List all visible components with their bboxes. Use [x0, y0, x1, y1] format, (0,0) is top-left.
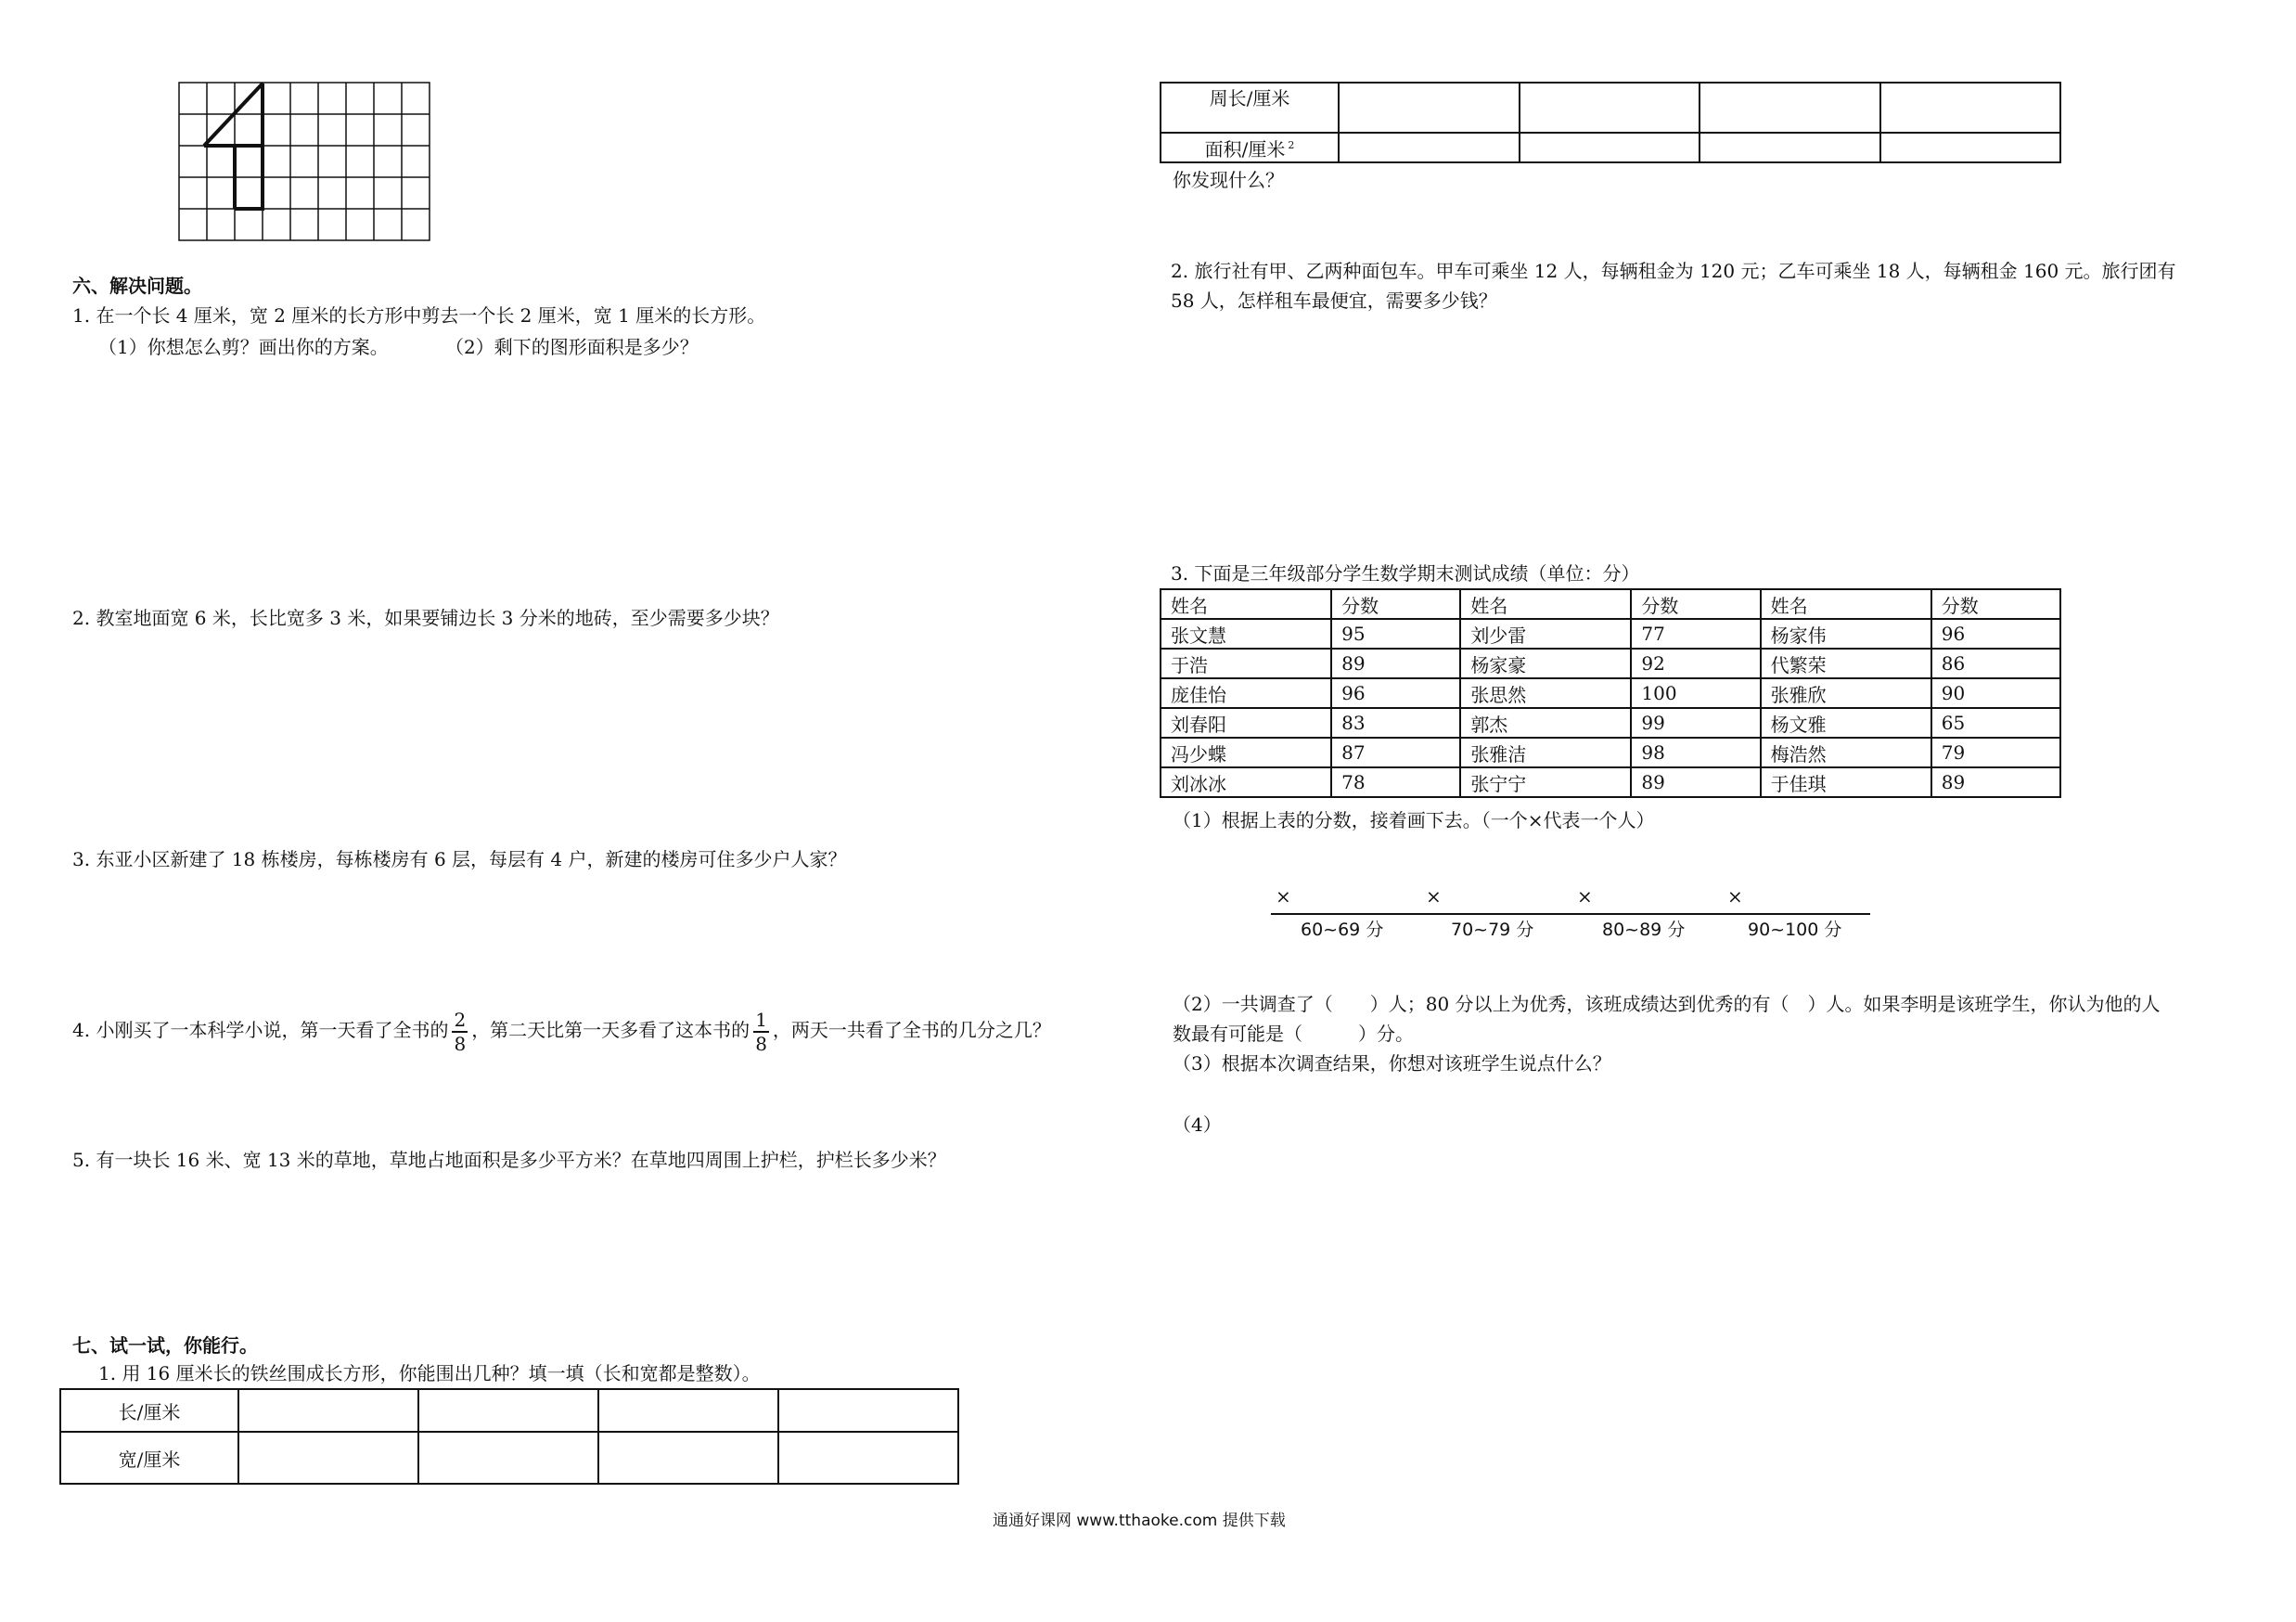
student-name: 张文慧: [1161, 619, 1331, 649]
student-name: 张雅洁: [1460, 738, 1631, 767]
answer-cell[interactable]: [1700, 133, 1880, 162]
student-score: 96: [1931, 619, 2060, 649]
answer-cell[interactable]: [1339, 133, 1520, 162]
student-name: 郭杰: [1460, 708, 1631, 738]
score-table: [1160, 588, 2061, 798]
student-name: 庞佳怡: [1161, 678, 1331, 708]
perimeter-area-table: [1160, 82, 2061, 163]
header-cell: 姓名: [1761, 589, 1931, 619]
r-q3-title: 3. 下面是三年级部分学生数学期末测试成绩（单位：分）: [1171, 562, 1640, 585]
fraction-one-eighth: $\frac{1}{8}$: [755, 1008, 767, 1055]
q2-text: 2. 教室地面宽 6 米，长比宽多 3 米，如果要铺边长 3 分米的地砖，至少需要多少块？: [72, 607, 779, 629]
rectangle-size-table: [59, 1388, 959, 1485]
q1-sub2: （2）剩下的图形面积是多少？: [445, 336, 699, 358]
answer-cell[interactable]: [238, 1432, 418, 1484]
grid-drawing: [178, 82, 430, 241]
student-score: 100: [1631, 678, 1760, 708]
section6-title: 六、解决问题。: [72, 275, 202, 297]
section7-title: 七、试一试，你能行。: [72, 1334, 258, 1357]
r-q3-sub2-line1: （2）一共调查了（ ）人；80 分以上为优秀，该班成绩达到优秀的有（ ）人。如果李明是该班学生，你认为他的人: [1173, 993, 2161, 1015]
tally-mark-3: ×: [1577, 885, 1593, 908]
student-score: 77: [1631, 619, 1760, 649]
answer-cell[interactable]: [598, 1389, 778, 1432]
table-row: [1161, 767, 2060, 797]
row-label-perimeter: 周长/厘米: [1161, 83, 1339, 133]
student-name: 代繁荣: [1761, 649, 1931, 678]
student-score: 83: [1331, 708, 1460, 738]
tally-baseline: [1271, 913, 1870, 915]
row-label-width: 宽/厘米: [60, 1432, 238, 1484]
answer-cell[interactable]: [598, 1432, 778, 1484]
discover-text: 你发现什么？: [1173, 169, 1284, 191]
table-row: [1161, 678, 2060, 708]
q1-text: 1. 在一个长 4 厘米，宽 2 厘米的长方形中剪去一个长 2 厘米，宽 1 厘米的长方形。: [72, 304, 766, 327]
student-score: 96: [1331, 678, 1460, 708]
r-q3-sub1: （1）根据上表的分数，接着画下去。（一个×代表一个人）: [1173, 809, 1655, 831]
table-row: [60, 1389, 958, 1432]
student-name: 刘冰冰: [1161, 767, 1331, 797]
table-row: [1161, 619, 2060, 649]
student-score: 89: [1631, 767, 1760, 797]
header-cell: 姓名: [1460, 589, 1631, 619]
row-label-length: 长/厘米: [60, 1389, 238, 1432]
tally-mark-1: ×: [1276, 885, 1291, 908]
answer-cell[interactable]: [418, 1389, 598, 1432]
tally-mark-4: ×: [1727, 885, 1743, 908]
student-name: 刘春阳: [1161, 708, 1331, 738]
r-q3-sub3: （3）根据本次调查结果，你想对该班学生说点什么？: [1173, 1052, 1611, 1075]
student-score: 99: [1631, 708, 1760, 738]
student-score: 86: [1931, 649, 2060, 678]
answer-cell[interactable]: [1700, 83, 1880, 133]
student-score: 90: [1931, 678, 2060, 708]
answer-cell[interactable]: [1520, 83, 1700, 133]
student-name: 张思然: [1460, 678, 1631, 708]
student-score: 92: [1631, 649, 1760, 678]
student-score: 78: [1331, 767, 1460, 797]
range-label: 80~89 分: [1602, 920, 1686, 940]
header-cell: 分数: [1331, 589, 1460, 619]
header-cell: 姓名: [1161, 589, 1331, 619]
q3-text: 3. 东亚小区新建了 18 栋楼房，每栋楼房有 6 层，每层有 4 户，新建的楼房可住多少户人家？: [72, 848, 847, 870]
r-q3-sub4: （4）: [1173, 1114, 1222, 1136]
student-score: 87: [1331, 738, 1460, 767]
student-score: 65: [1931, 708, 2060, 738]
q1-sub1: （1）你想怎么剪？画出你的方案。: [98, 336, 389, 358]
answer-cell[interactable]: [778, 1432, 958, 1484]
student-name: 于佳琪: [1761, 767, 1931, 797]
student-name: 杨文雅: [1761, 708, 1931, 738]
student-name: 杨家伟: [1761, 619, 1931, 649]
student-score: 89: [1331, 649, 1460, 678]
s7-q1-text: 1. 用 16 厘米长的铁丝围成长方形，你能围出几种？填一填（长和宽都是整数）。: [98, 1362, 761, 1384]
fraction-two-eighths: $\frac{2}{8}$: [454, 1008, 467, 1055]
student-score: 95: [1331, 619, 1460, 649]
r-q2-line2: 58 人，怎样租车最便宜，需要多少钱？: [1171, 290, 1497, 312]
q4-part2: ，第二天比第一天多看了这本书的: [471, 1019, 750, 1041]
header-cell: 分数: [1631, 589, 1760, 619]
student-name: 张雅欣: [1761, 678, 1931, 708]
table-row: [1161, 708, 2060, 738]
student-score: 98: [1631, 738, 1760, 767]
range-label: 90~100 分: [1748, 920, 1842, 940]
answer-cell[interactable]: [1520, 133, 1700, 162]
q5-text: 5. 有一块长 16 米、宽 13 米的草地，草地占地面积是多少平方米？在草地四周围上护栏，护栏长多少米？: [72, 1149, 946, 1171]
answer-cell[interactable]: [418, 1432, 598, 1484]
table-row: [1161, 738, 2060, 767]
student-name: 冯少蝶: [1161, 738, 1331, 767]
student-name: 梅浩然: [1761, 738, 1931, 767]
student-name: 张宁宁: [1460, 767, 1631, 797]
footer-text: 通通好课网 www.tthaoke.com 提供下载: [993, 1512, 1286, 1530]
q4-text: [72, 1002, 1051, 1058]
table-row: [1161, 133, 2060, 162]
student-name: 刘少雷: [1460, 619, 1631, 649]
table-row: [1161, 83, 2060, 133]
student-score: 79: [1931, 738, 2060, 767]
header-cell: 分数: [1931, 589, 2060, 619]
tally-mark-2: ×: [1426, 885, 1442, 908]
answer-cell[interactable]: [778, 1389, 958, 1432]
table-row: [1161, 649, 2060, 678]
r-q3-sub2-line2: 数最有可能是（ ）分。: [1173, 1023, 1414, 1045]
student-name: 于浩: [1161, 649, 1331, 678]
student-score: 89: [1931, 767, 2060, 797]
table-header-row: [1161, 589, 2060, 619]
answer-cell[interactable]: [1880, 133, 2061, 162]
answer-cell[interactable]: [238, 1389, 418, 1432]
table-row: [60, 1432, 958, 1484]
answer-cell[interactable]: [1880, 83, 2061, 133]
range-label: 60~69 分: [1301, 920, 1384, 940]
q4-part3: ，两天一共看了全书的几分之几？: [772, 1019, 1051, 1041]
row-label-area: 面积/厘米 $^2$: [1161, 133, 1339, 162]
range-label: 70~79 分: [1451, 920, 1534, 940]
student-name: 杨家豪: [1460, 649, 1631, 678]
answer-cell[interactable]: [1339, 83, 1520, 133]
q4-part1: 4. 小刚买了一本科学小说，第一天看了全书的: [72, 1019, 449, 1041]
r-q2-line1: 2. 旅行社有甲、乙两种面包车。甲车可乘坐 12 人，每辆租金为 120 元；乙车可乘坐 18 人，每辆租金 160 元。旅行团有: [1171, 260, 2176, 282]
